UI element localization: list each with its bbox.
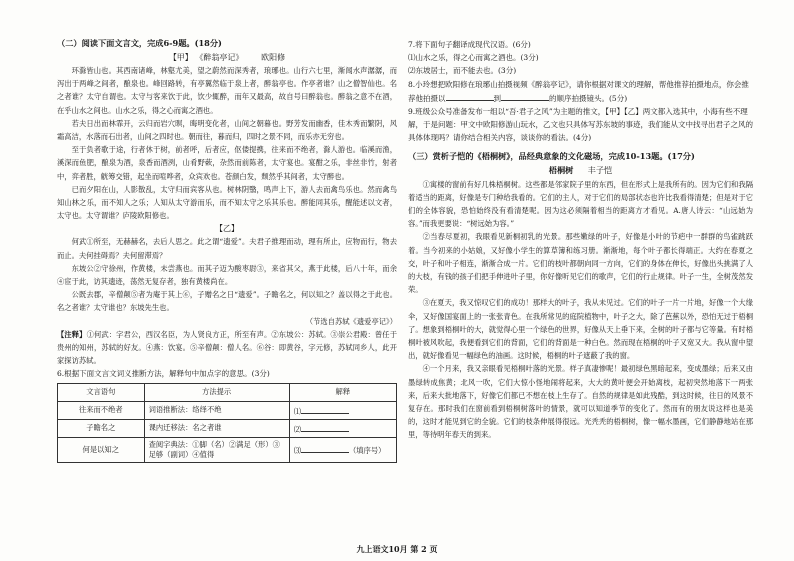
question-9: 9.班级公众号准备发布一组以“吾·君子之风”为主题的推文，【甲】【乙】两文都入选其中，小海有些不理解，于是问题：甲文中欧阳修游山玩水，乙文也只具体写苏东坡的事迹，我们能从文中找寻出君子之风的具体体现吗？请你结合相关内容，谈谈你的看法。(4分) bbox=[408, 107, 753, 143]
question-6: 6.根据下面文言文词义推断方法，解释句中加点字的意思。(3分) bbox=[57, 369, 270, 379]
table-row: 何是以知之 查阅字典法：①脚（名）②满足（形）③足够（副词）④值得 ⑶ （填序号） bbox=[58, 437, 397, 462]
jia-paragraph: 若夫日出而林霏开，云归而岩穴暝，晦明变化者，山间之朝暮也。野芳发而幽香，佳木秀而繁阴，风霜高洁，水落而石出者，山间之四时也。朝而往，暮而归，四时之景不同，而乐亦无穷也。 bbox=[57, 118, 397, 142]
source-note: （节选自苏轼《遗爱亭记》） bbox=[305, 316, 397, 326]
article-paragraph: ②当春尽夏初，我眼看见新桐初乳的光景。那些嫩绿的叶子，好像是小叶的节疤中一群群的鸟雀跳跃着。当今初来的小姑娘，又好像小学生的算草簿和练习册。渐渐地，每个叶子都长得端正。大约在春夏之交，叶子和叶子相连，渐渐合成一片。它们的枝叶都朝向同一方向，它们的身体在伸长，好像出头挑满了人的大枝，有钱的孩子们把手伸进叶子里，你好像听见它们的歌声，它们的行止规律。叶子一生，全树茂然发荣。 bbox=[408, 232, 753, 295]
table-row: 往来而不绝者 词语推断法：络绎不绝 ⑴ bbox=[58, 401, 397, 419]
yi-paragraph: 东坡公②守徐州，作黄楼，未尝燕也。而其子迈为酸枣尉③，来省其父，燕于此楼，后八十年，而余④宦于此，访其遗迹，荡然无复存者，独有黄楼尚在。 bbox=[57, 263, 397, 287]
question-7: 7.将下面句子翻译成现代汉语。(6分) bbox=[408, 40, 531, 49]
answer-cell-1[interactable]: ⑴ bbox=[289, 401, 396, 419]
section-2-title: （二）阅读下面文言文，完成6-9题。(18分) bbox=[57, 38, 222, 48]
right-column bbox=[408, 38, 753, 442]
page-footer: 九上语文10月 第 2 页 bbox=[356, 544, 438, 554]
jia-paragraph: 至于负者歌于途，行者休于树，前者呼，后者应，伛偻提携，往来而不绝者，滁人游也。临溪而渔，溪深而鱼肥，酿泉为酒，泉香而酒洌，山肴野蔌，杂然而前陈者，太守宴也。宴酣之乐，非丝非竹，射者中，弈者胜，觥筹交错，起坐而喧哗者，众宾欢也。苍颜白发，颓然乎其间者，太守醉也。 bbox=[57, 145, 397, 181]
article-paragraph: ④一个月来，我又亲眼看见梧桐叶落的光景。样子真凄惨呢！最初绿色黑暗起来，变成墨绿；后来又由墨绿转成焦黄；北风一吹，它们大惊小怪地闹将起来，大大的黄叶便会开始离枝，起初突然地落下一两张来，后来大批地落下，好像它们都已不想在枝上生存了。自然的规律是如此残酷，到这时候，往日的风景不复存在。那时我们在窗前看到梧桐树落叶的情景，就可以知道季节的变化了。然而有的朋友说这样也是美的，这时才能见到它的全貌。它们的枝条伸展得很远。光秃秃的梧桐树，像一幅水墨画，它们静静地站在那里，等待明年春天的到来。 bbox=[408, 364, 753, 440]
jia-paragraph: 环滁皆山也。其西南诸峰，林壑尤美，望之蔚然而深秀者，琅琊也。山行六七里，渐闻水声潺潺，而泻出于两峰之间者，酿泉也。峰回路转，有亭翼然临于泉上者，醉翁亭也。作亭者谁？山之僧智仙也。名之者谁？太守自谓也。太守与客来饮于此，饮少辄醉，而年又最高，故自号曰醉翁也。醉翁之意不在酒，在乎山水之间也。山水之乐，得之心而寓之酒也。 bbox=[57, 66, 397, 115]
notes: 【注释】①何武：字君公，西汉名臣，为人贤良方正，所至有声。②东坡公：苏轼。③崇公君殿：曾任于贵州的知州，苏轼的好友。④燕：饮宴。⑤辛僧颠：僧人名。⑥谷：即黄谷，字元修，苏轼同乡人，此开家探访苏轼。 bbox=[57, 329, 398, 366]
question-7-item: ⑴山水之乐，得之心而寓之酒也。(3分) bbox=[408, 53, 539, 63]
yi-paragraph: 何武①所至，无赫赫名，去后人思之。此之谓“遗爱”。夫君子推理而动，理有所止，应物而行，物去而止。夫何挂碍焉？夫何留滞焉？ bbox=[57, 237, 397, 260]
answer-blank[interactable] bbox=[446, 91, 494, 101]
left-column bbox=[57, 38, 397, 463]
jia-paragraph: 已而夕阳在山，人影散乱，太守归而宾客从也。树林阴翳，鸣声上下，游人去而禽鸟乐也。然而禽鸟知山林之乐，而不知人之乐；人知从太守游而乐，而不知太守之乐其乐也。醉能同其乐，醒能述以文者，太守也。太守谓谁？庐陵欧阳修也。 bbox=[57, 184, 397, 221]
answer-blank[interactable] bbox=[501, 91, 549, 101]
question-8: 8.小玲想把欧阳修在琅琊山拍摄视频《醉翁亭记》，请你根据对课文的理解，帮他推荐拍摄地点，你会推荐他拍摄以 到 的顺序拍摄镜头。(5分) bbox=[408, 79, 749, 103]
question-6-table bbox=[57, 383, 397, 463]
article-paragraph: ①寓楼的窗前有好几株梧桐树。这些都是邻家院子里的东西，但在形式上是我所有的。因为它们和我隔着适当的距离，好像是专门种给我看的。它们的主人，对于它们的局部状态也许比我看得清楚；但是对于它们的全体容貌，恐怕始终没有看清楚呢。因为这必须隔着相当的距离方才看见。A.唐人诗云：“山远始为容。”而我更要说：“树远始为容。” bbox=[408, 179, 753, 229]
article-paragraph: ③在夏天，我又惊叹它们的成功！那样大的叶子，我从未见过。它们的叶子一片一片地，好像一个大缘伞，又好像国宴面上的一张张青色。在我所常见的庭院植物中，叶子之大，除了芭蕉以外，恐怕无过于梧桐了。想象到梧桐叶的大，就觉得心里一个绿色的世界，好像从天上垂下来，全树的叶子都与它等量。有时梧桐叶被风吹起，我便看到它们的背面，它们的背面是一种白色。然而现在梧桐的叶子又宽又大。我从窗中望出，就好像看见一幅绿色的油画。这时候，梧桐的叶子遮蔽了我的窗。 bbox=[408, 298, 753, 361]
table-header-row: 文言语句 方法提示 解释 bbox=[58, 383, 397, 401]
section-3-title: （三）赏析子恺的《梧桐树》，品经典意象的文化磁场，完成10-13题。(17分) bbox=[408, 150, 695, 161]
yi-paragraph: 公既去郡，辛僧颠⑤者为庵于其上⑥，子赠名之日“遗爱”。子瞻名之，何以知之？盖以得之于此也。名之者谁？太守谁也？东坡先生也。 bbox=[57, 290, 397, 313]
question-7-item: ⑵东坡居士，而不能去也。(3分) bbox=[408, 66, 517, 76]
yi-label: 【乙】 bbox=[215, 224, 239, 234]
jia-header: 【甲】 《醉翁亭记》 欧阳修 bbox=[168, 53, 286, 62]
answer-cell-3[interactable]: ⑶ （填序号） bbox=[289, 437, 396, 462]
answer-cell-2[interactable]: ⑵ bbox=[289, 419, 396, 437]
article-title: 梧桐树 丰子恺 bbox=[548, 164, 613, 175]
table-row: 子瞻名之 课内迁移法：名之者谁 ⑵ bbox=[58, 419, 397, 437]
